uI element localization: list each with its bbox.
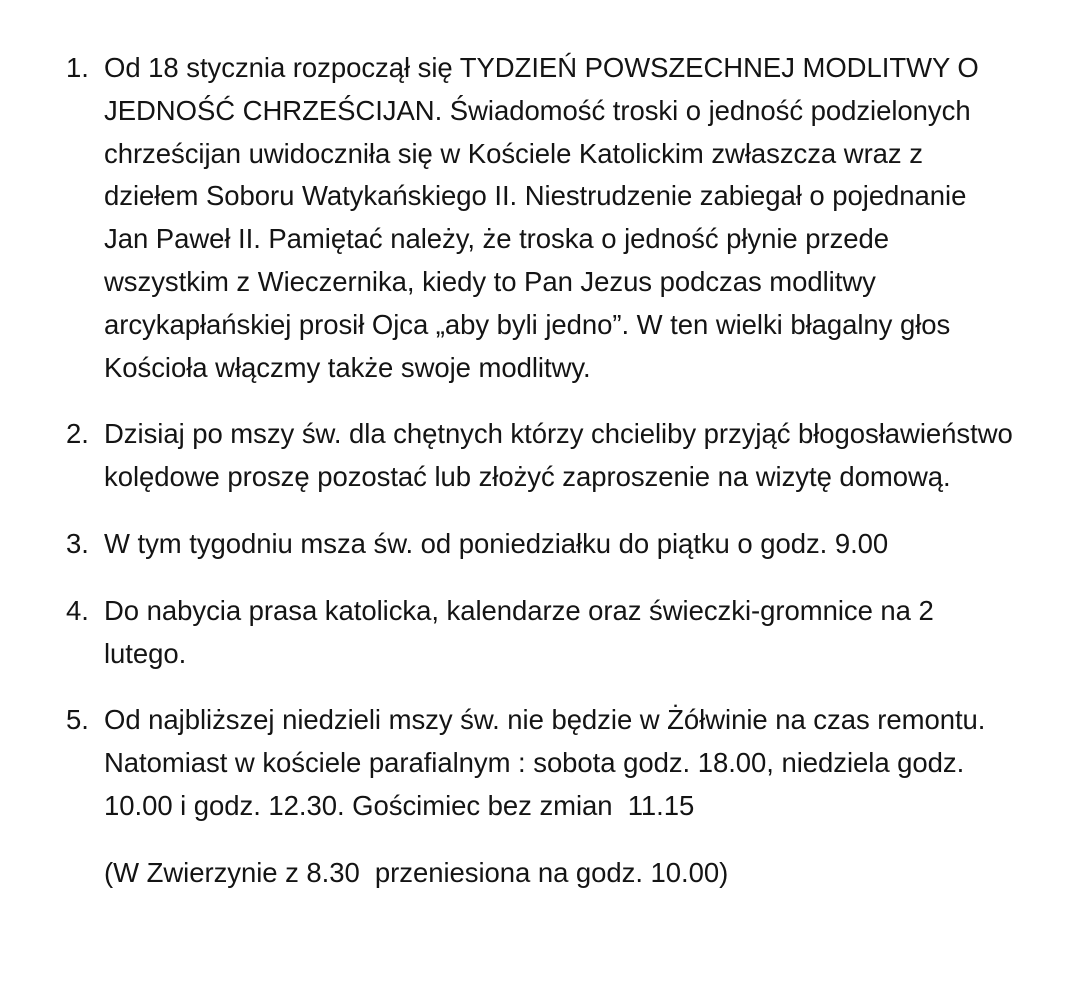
announcement-list (62, 47, 1021, 895)
list-item-marker: 3. (66, 527, 89, 559)
list-item-text: Od najbliższej niedzieli mszy św. nie będzie w Żółwinie na czas remontu. Natomiast w kościele parafialnym : sobota godz. 18.00, niedziela godz. 10.00 i godz. 12.30. Gościmiec bez zmian 11.15 (104, 704, 993, 821)
list-item-subnote: (W Zwierzynie z 8.30 przeniesiona na godz. 10.00) (104, 856, 729, 888)
list-item (62, 523, 1018, 566)
list-item-marker: 1. (66, 52, 89, 83)
list-item (62, 413, 1021, 499)
list-item-marker: 4. (66, 594, 89, 626)
list-item (62, 47, 1018, 389)
list-item (62, 590, 1018, 676)
list-item-marker: 5. (66, 704, 89, 736)
list-item-text: Do nabycia prasa katolicka, kalendarze oraz świeczki-gromnice na 2 lutego. (104, 594, 942, 669)
list-item-text: Dzisiaj po mszy św. dla chętnych którzy chcieliby przyjąć błogosławieństwo kolędowe proszę pozostać lub złożyć zaproszenie na wizytę domową. (104, 418, 1021, 493)
list-item (62, 699, 1018, 894)
list-item-text: Od 18 stycznia rozpoczął się TYDZIEŃ POWSZECHNEJ MODLITWY O JEDNOŚĆ CHRZEŚCIJAN. Świadomość troski o jedność podzielonych chrześcijan uwidoczniła się w Kościele Katolickim zwłaszcza wraz z dziełem Soboru Watykańskiego II. Niestrudzenie zabiegał o pojednanie Jan Paweł II. Pamiętać należy, że troska o jedność płynie przede wszystkim z Wieczernika, kiedy to Pan Jezus podczas modlitwy arcykapłańskiej prosił Ojca „aby byli jedno”. W ten wielki błagalny głos Kościoła włączmy także swoje modlitwy. (104, 52, 987, 383)
list-item-marker: 2. (66, 418, 89, 450)
list-item-text: W tym tygodniu msza św. od poniedziałku do piątku o godz. 9.00 (104, 527, 889, 559)
